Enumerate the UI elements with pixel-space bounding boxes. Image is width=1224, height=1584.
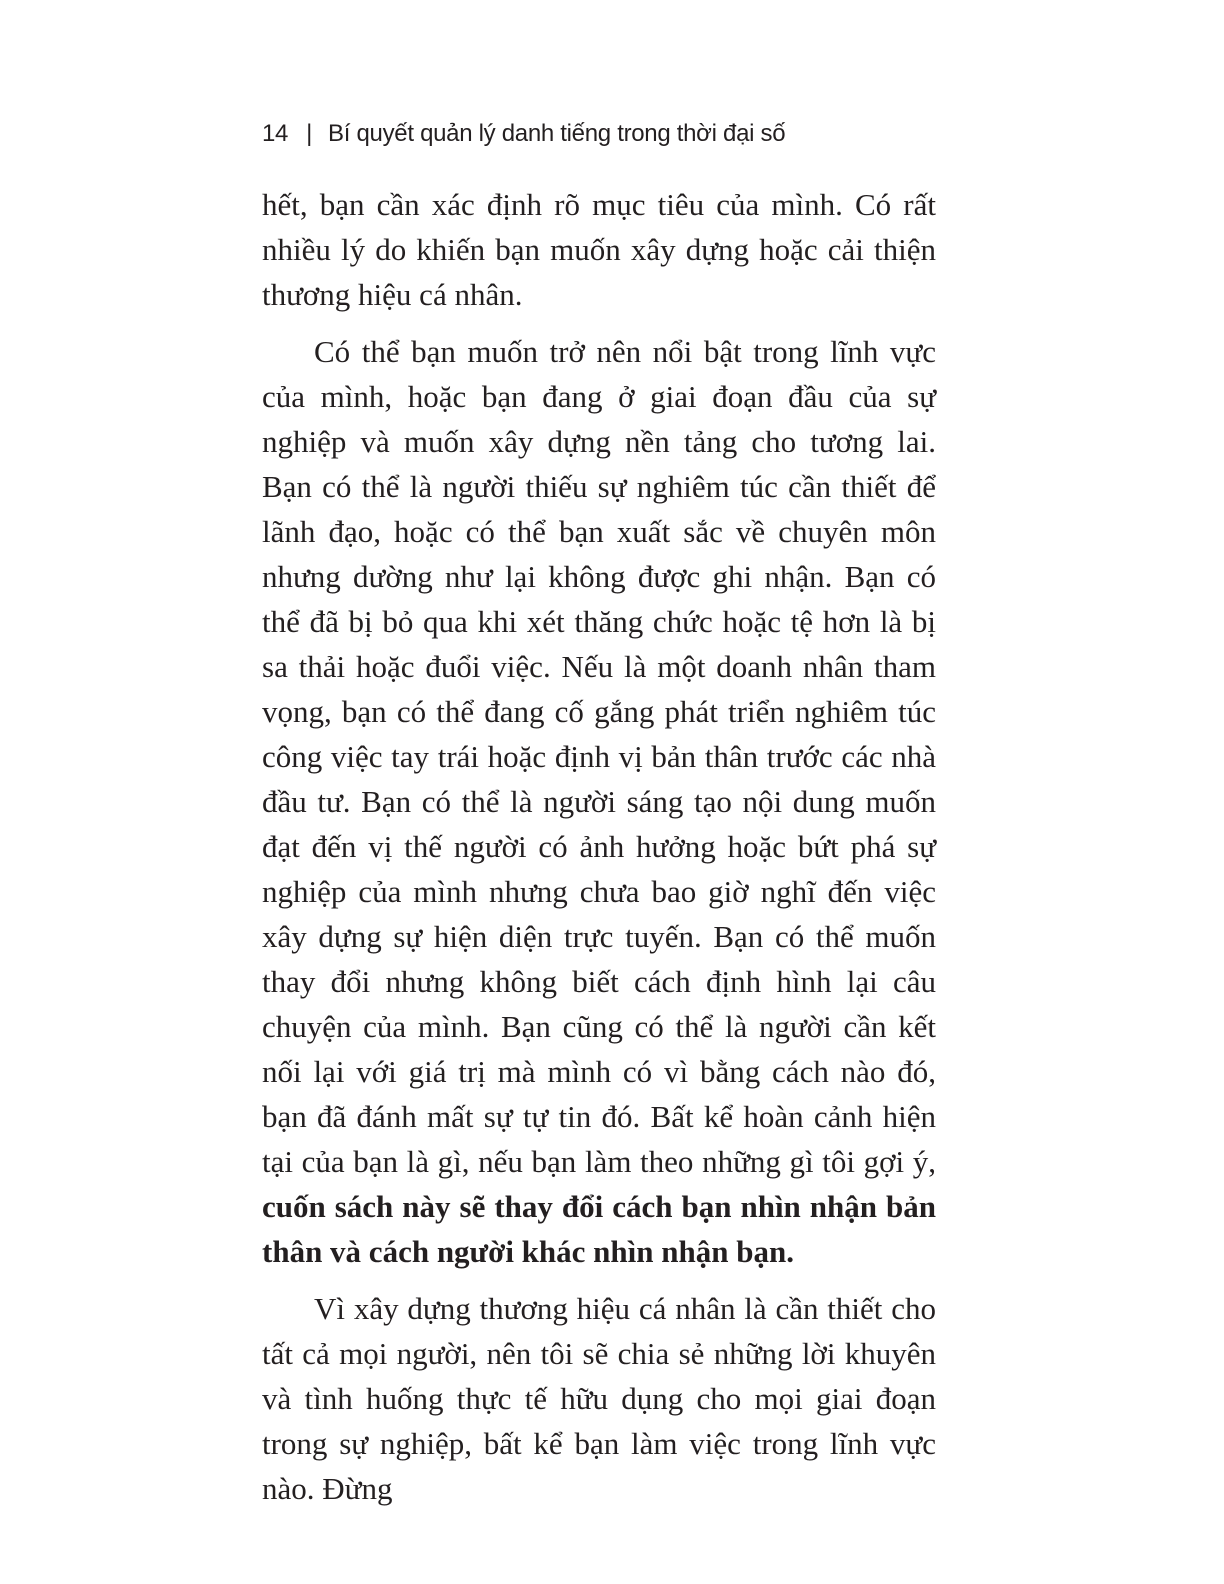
paragraph-1-text: hết, bạn cần xác định rõ mục tiêu của mình. Có rất nhiều lý do khiến bạn muốn xây dựng hoặc cải thiện thương hiệu cá nhân. — [262, 187, 936, 312]
header-separator: | — [306, 120, 313, 147]
book-title: Bí quyết quản lý danh tiếng trong thời đại số — [328, 120, 786, 147]
page-number: 14 — [262, 120, 289, 147]
paragraph-2-text: Có thể bạn muốn trở nên nổi bật trong lĩnh vực của mình, hoặc bạn đang ở giai đoạn đầu của sự nghiệp và muốn xây dựng nền tảng cho tương lai. Bạn có thể là người thiếu sự nghiêm túc cần thiết để lãnh đạo, hoặc có thể bạn xuất sắc về chuyên môn nhưng dường như lại không được ghi nhận. Bạn có thể đã bị bỏ qua khi xét thăng chức hoặc tệ hơn là bị sa thải hoặc đuổi việc. Nếu là một doanh nhân tham vọng, bạn có thể đang cố gắng phát triển nghiêm túc công việc tay trái hoặc định vị bản thân trước các nhà đầu tư. Bạn có thể là người sáng tạo nội dung muốn đạt đến vị thế người có ảnh hưởng hoặc bứt phá sự nghiệp của mình nhưng chưa bao giờ nghĩ đến việc xây dựng sự hiện diện trực tuyến. Bạn có thể muốn thay đổi nhưng không biết cách định hình lại câu chuyện của mình. Bạn cũng có thể là người cần kết nối lại với giá trị mà mình có vì bằng cách nào đó, bạn đã đánh mất sự tự tin đó. Bất kể hoàn cảnh hiện tại của bạn là gì, nếu bạn làm theo những gì tôi gợi ý, — [262, 334, 936, 1179]
paragraph-3-text: Vì xây dựng thương hiệu cá nhân là cần thiết cho tất cả mọi người, nên tôi sẽ chia sẻ những lời khuyên và tình huống thực tế hữu dụng cho mọi giai đoạn trong sự nghiệp, bất kể bạn làm việc trong lĩnh vực nào. Đừng — [262, 1291, 936, 1506]
paragraph-1 — [262, 182, 936, 317]
paragraph-3 — [262, 1286, 936, 1511]
paragraph-2 — [262, 329, 936, 1274]
running-header — [262, 118, 785, 150]
paragraph-2-bold-text: cuốn sách này sẽ thay đổi cách bạn nhìn nhận bản thân và cách người khác nhìn nhận bạn. — [262, 1189, 936, 1269]
body-text — [262, 182, 936, 1511]
